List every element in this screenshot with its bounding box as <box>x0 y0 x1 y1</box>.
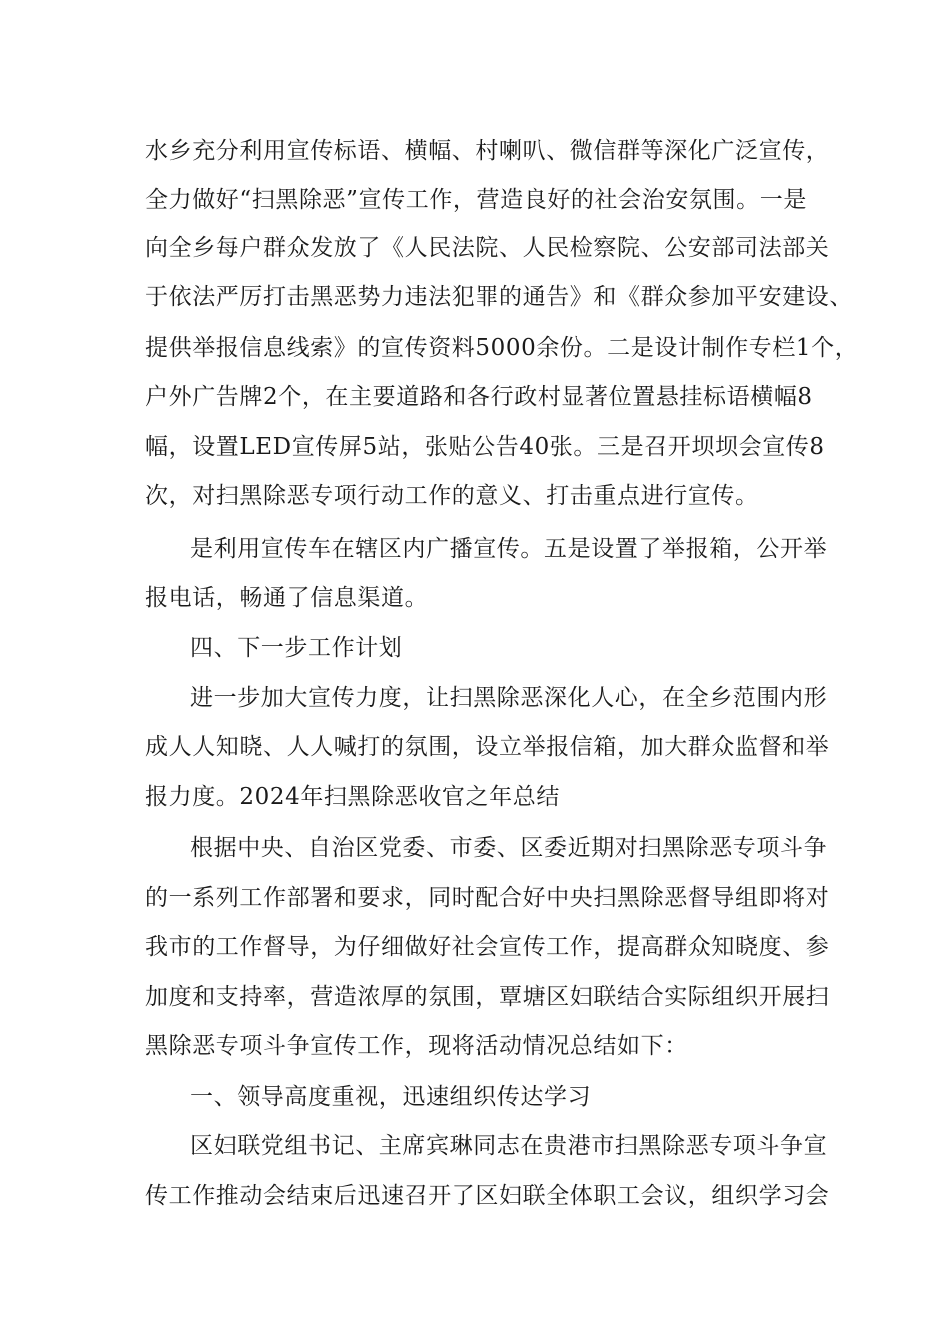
text-line: 幅，设置LED宣传屏5站，张贴公告40张。三是召开坝坝会宣传8 <box>145 434 825 460</box>
text-line: 报电话，畅通了信息渠道。 <box>145 585 429 611</box>
text-line: 向全乡每户群众发放了《人民法院、人民检察院、公安部司法部关 <box>145 235 830 261</box>
text-line: 提供举报信息线索》的宣传资料5000余份。二是设计制作专栏1个， <box>145 335 859 361</box>
text-line: 次，对扫黑除恶专项行动工作的意义、打击重点进行宣传。 <box>145 483 759 509</box>
text-line: 加度和支持率，营造浓厚的氛围，覃塘区妇联结合实际组织开展扫 <box>145 984 830 1010</box>
paragraph-first-line: 进一步加大宣传力度，让扫黑除恶深化人心，在全乡范围内形 <box>190 685 828 711</box>
text-line: 于依法严厉打击黑恶势力违法犯罪的通告》和《群众参加平安建设、 <box>145 284 853 310</box>
section-heading: 一、领导高度重视，迅速组织传达学习 <box>190 1084 592 1110</box>
text-line: 全力做好“扫黑除恶”宣传工作，营造良好的社会治安氛围。一是 <box>145 187 807 213</box>
paragraph-first-line: 是利用宣传车在辖区内广播宣传。五是设置了举报箱，公开举 <box>190 536 828 562</box>
section-heading: 四、下一步工作计划 <box>190 635 403 661</box>
text-line: 的一系列工作部署和要求，同时配合好中央扫黑除恶督导组即将对 <box>145 885 830 911</box>
text-line: 传工作推动会结束后迅速召开了区妇联全体职工会议，组织学习会 <box>145 1183 830 1209</box>
text-line: 我市的工作督导，为仔细做好社会宣传工作，提高群众知晓度、参 <box>145 934 830 960</box>
text-line: 户外广告牌2个，在主要道路和各行政村显著位置悬挂标语横幅8 <box>145 384 813 410</box>
paragraph-first-line: 根据中央、自治区党委、市委、区委近期对扫黑除恶专项斗争 <box>190 835 828 861</box>
paragraph-first-line: 区妇联党组书记、主席宾琳同志在贵港市扫黑除恶专项斗争宣 <box>190 1133 828 1159</box>
text-line: 水乡充分利用宣传标语、横幅、村喇叭、微信群等深化广泛宣传， <box>145 138 830 164</box>
text-line: 黑除恶专项斗争宣传工作，现将活动情况总结如下： <box>145 1033 688 1059</box>
text-line: 报力度。2024年扫黑除恶收官之年总结 <box>145 784 560 810</box>
text-line: 成人人知晓、人人喊打的氛围，设立举报信箱，加大群众监督和举 <box>145 734 830 760</box>
